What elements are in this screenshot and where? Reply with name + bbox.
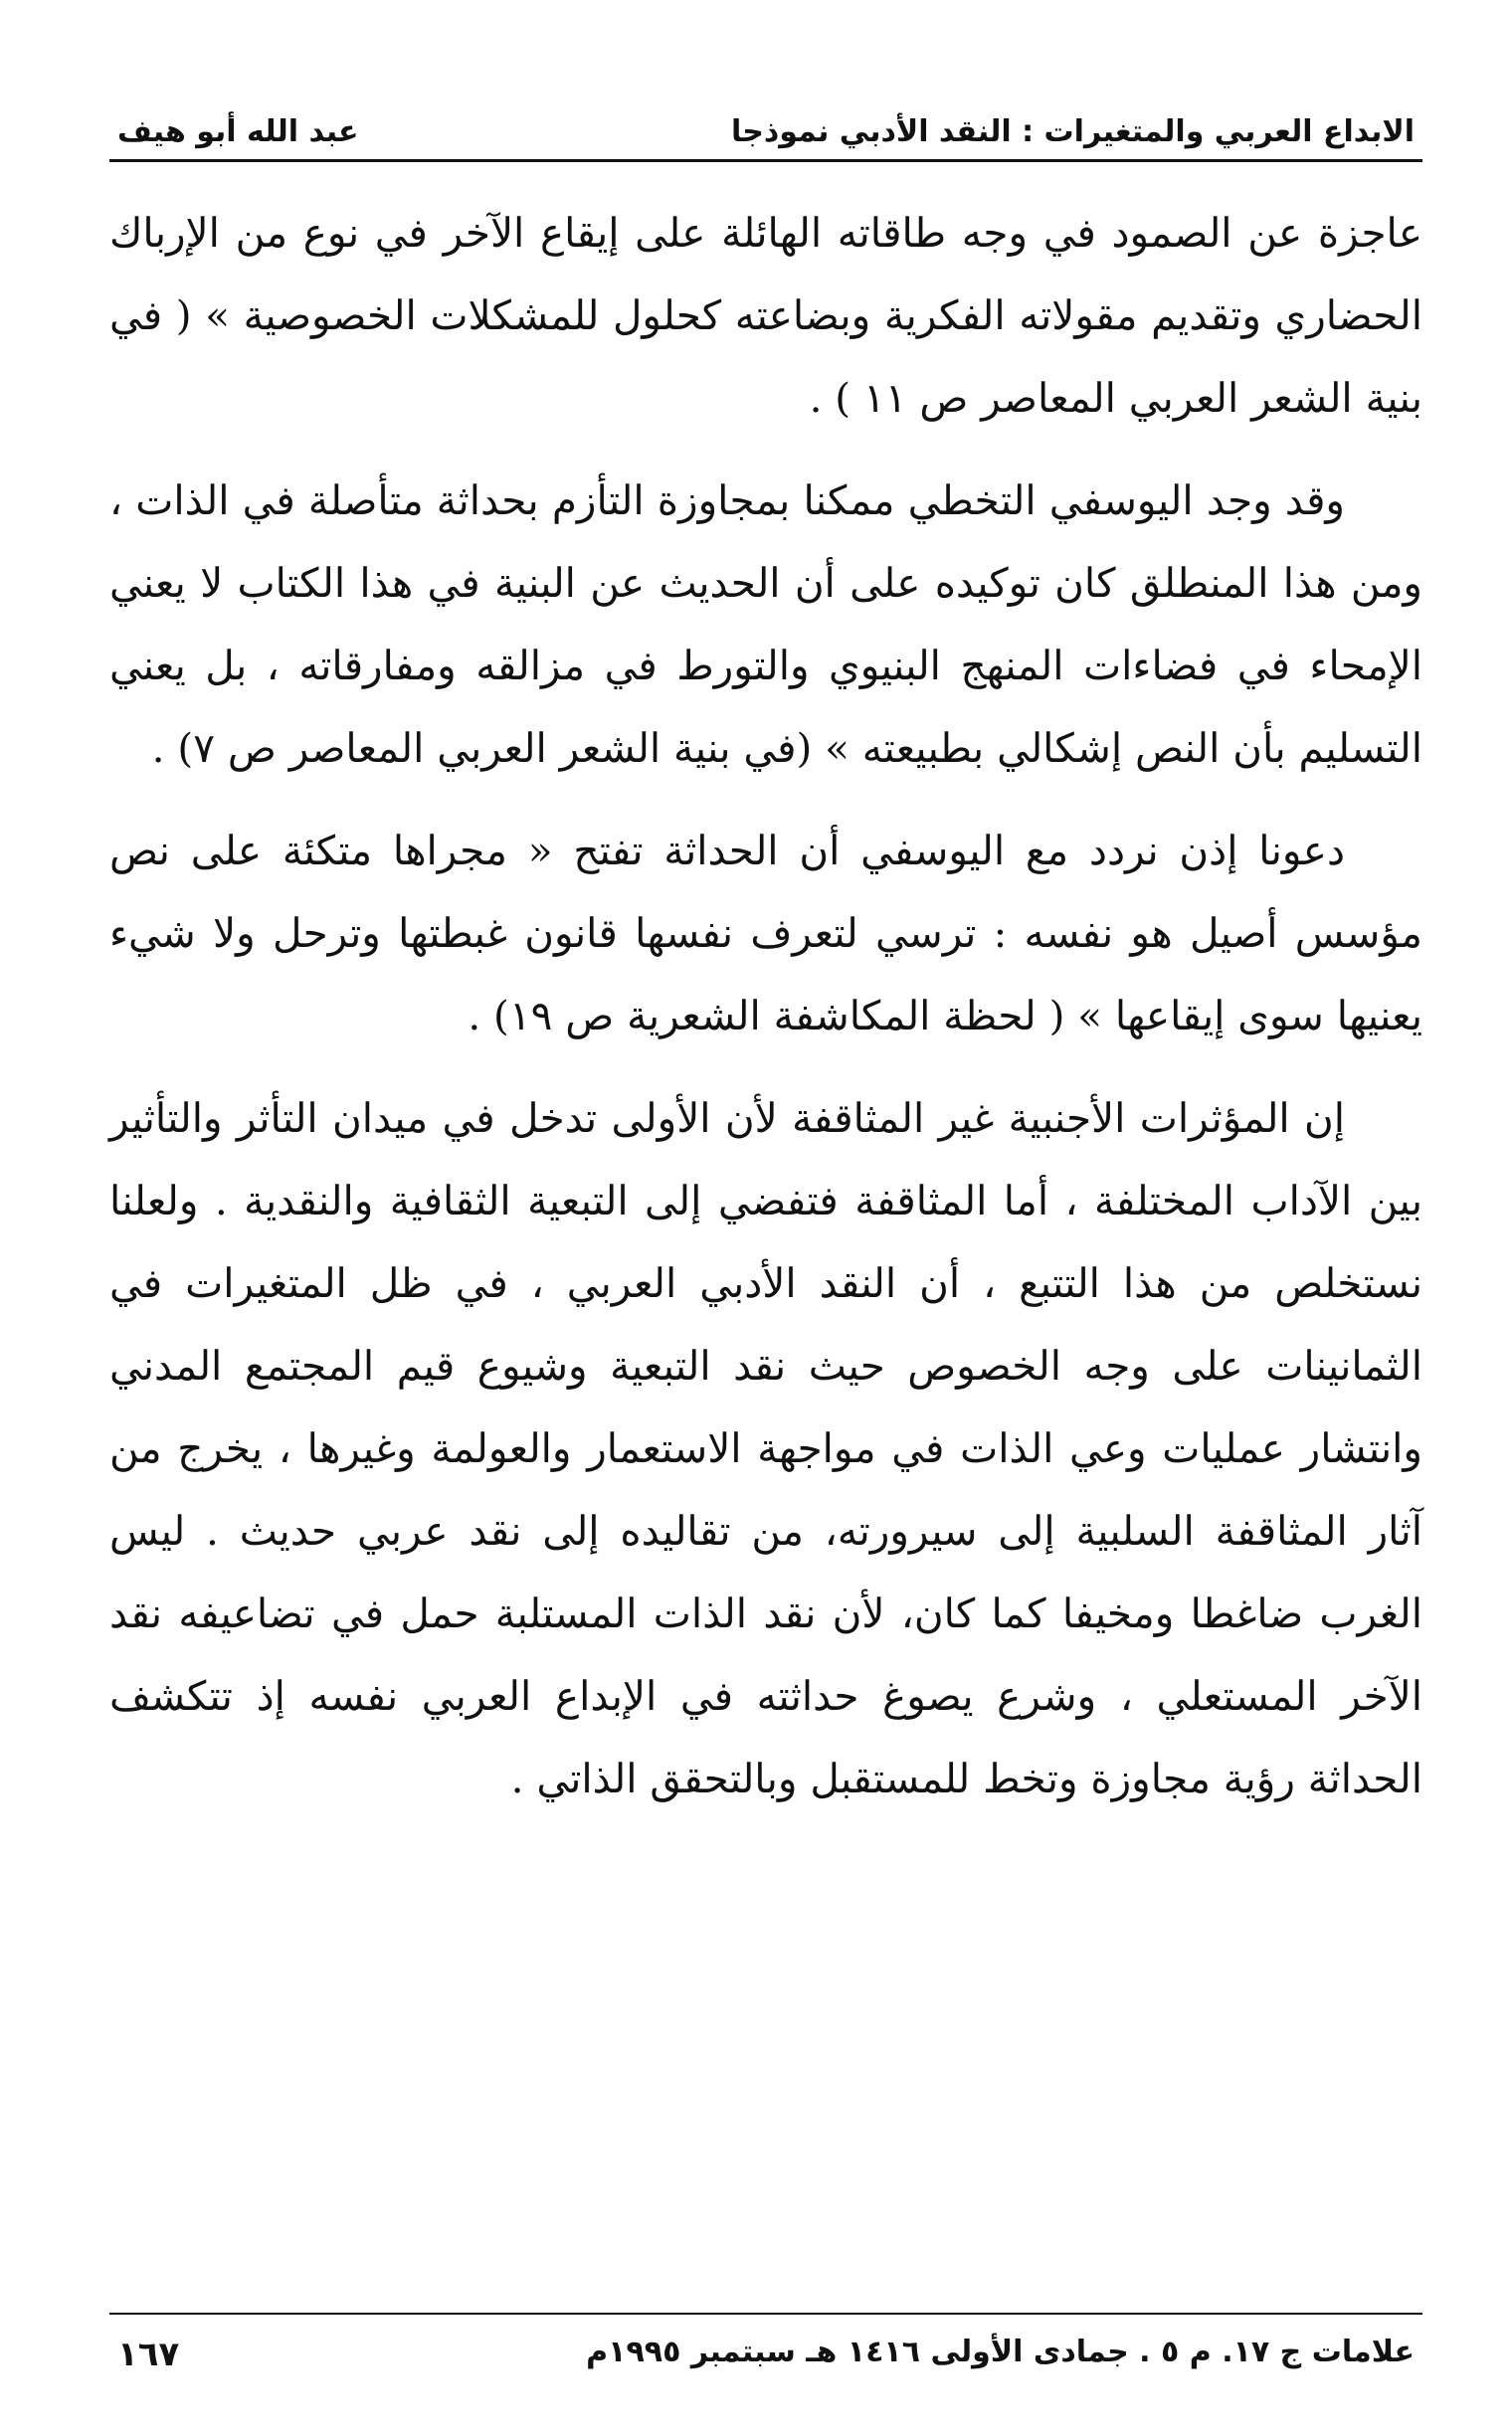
header-author: عبد الله أبو هيف (117, 114, 359, 149)
paragraph-continuation: عاجزة عن الصمود في وجه طاقاته الهائلة على إيقاع الآخر في نوع من الإرباك الحضاري وتقديم مقولاته الفكرية وبضاعته كحلول للمشكلات الخصوصية » ( في بنية الشعر العربي المعاصر ص ١١ ) . (109, 209, 1422, 422)
header-book-title: الابداع العربي والمتغيرات : النقد الأدبي نموذجا (730, 114, 1415, 149)
body-text (109, 192, 1422, 1820)
page-number: ١٦٧ (117, 2335, 180, 2374)
running-footer (109, 2313, 1422, 2374)
footer-journal-issue: علامات ج ١٧. م ٥ . جمادى الأولى ١٤١٦ هـ سبتمبر ١٩٩٥م (586, 2335, 1415, 2369)
paragraph: وقد وجد اليوسفي التخطي ممكنا بمجاوزة التأزم بحداثة متأصلة في الذات ، ومن هذا المنطلق كان توكيده على أن الحديث عن البنية في هذا الكتاب لا يعني الإمحاء في فضاءات المنهج البنيوي والتورط في مزالقه ومفارقاته ، بل يعني التسليم بأن النص إشكالي بطبيعته » (في بنية الشعر العربي المعاصر ص ٧) . (109, 476, 1422, 772)
book-page (109, 80, 1422, 2374)
running-header (109, 80, 1422, 162)
paragraph: إن المؤثرات الأجنبية غير المثاقفة لأن الأولى تدخل في ميدان التأثر والتأثير بين الآداب المختلفة ، أما المثاقفة فتفضي إلى التبعية الثقافية والنقدية . ولعلنا نستخلص من هذا التتبع ، أن النقد الأدبي العربي ، في ظل المتغيرات في الثمانينات على وجه الخصوص حيث نقد التبعية وشيوع قيم المجتمع المدني وانتشار عمليات وعي الذات في مواجهة الاستعمار والعولمة وغيرها ، يخرج من آثار المثاقفة السلبية إلى سيرورته، من تقاليده إلى نقد عربي حديث . ليس الغرب ضاغطا ومخيفا كما كان، لأن نقد الذات المستلبة حمل في تضاعيفه نقد الآخر المستعلي ، وشرع يصوغ حداثته في الإبداع العربي نفسه إذ تتكشف الحداثة رؤية مجاوزة وتخط للمستقبل وبالتحقق الذاتي . (109, 1094, 1422, 1802)
paragraph: دعونا إذن نردد مع اليوسفي أن الحداثة تفتح « مجراها متكئة على نص مؤسس أصيل هو نفسه : ترسي لتعرف نفسها قانون غبطتها وترحل ولا شيء يعنيها سوى إيقاعها » ( لحظة المكاشفة الشعرية ص ١٩) . (109, 827, 1422, 1039)
